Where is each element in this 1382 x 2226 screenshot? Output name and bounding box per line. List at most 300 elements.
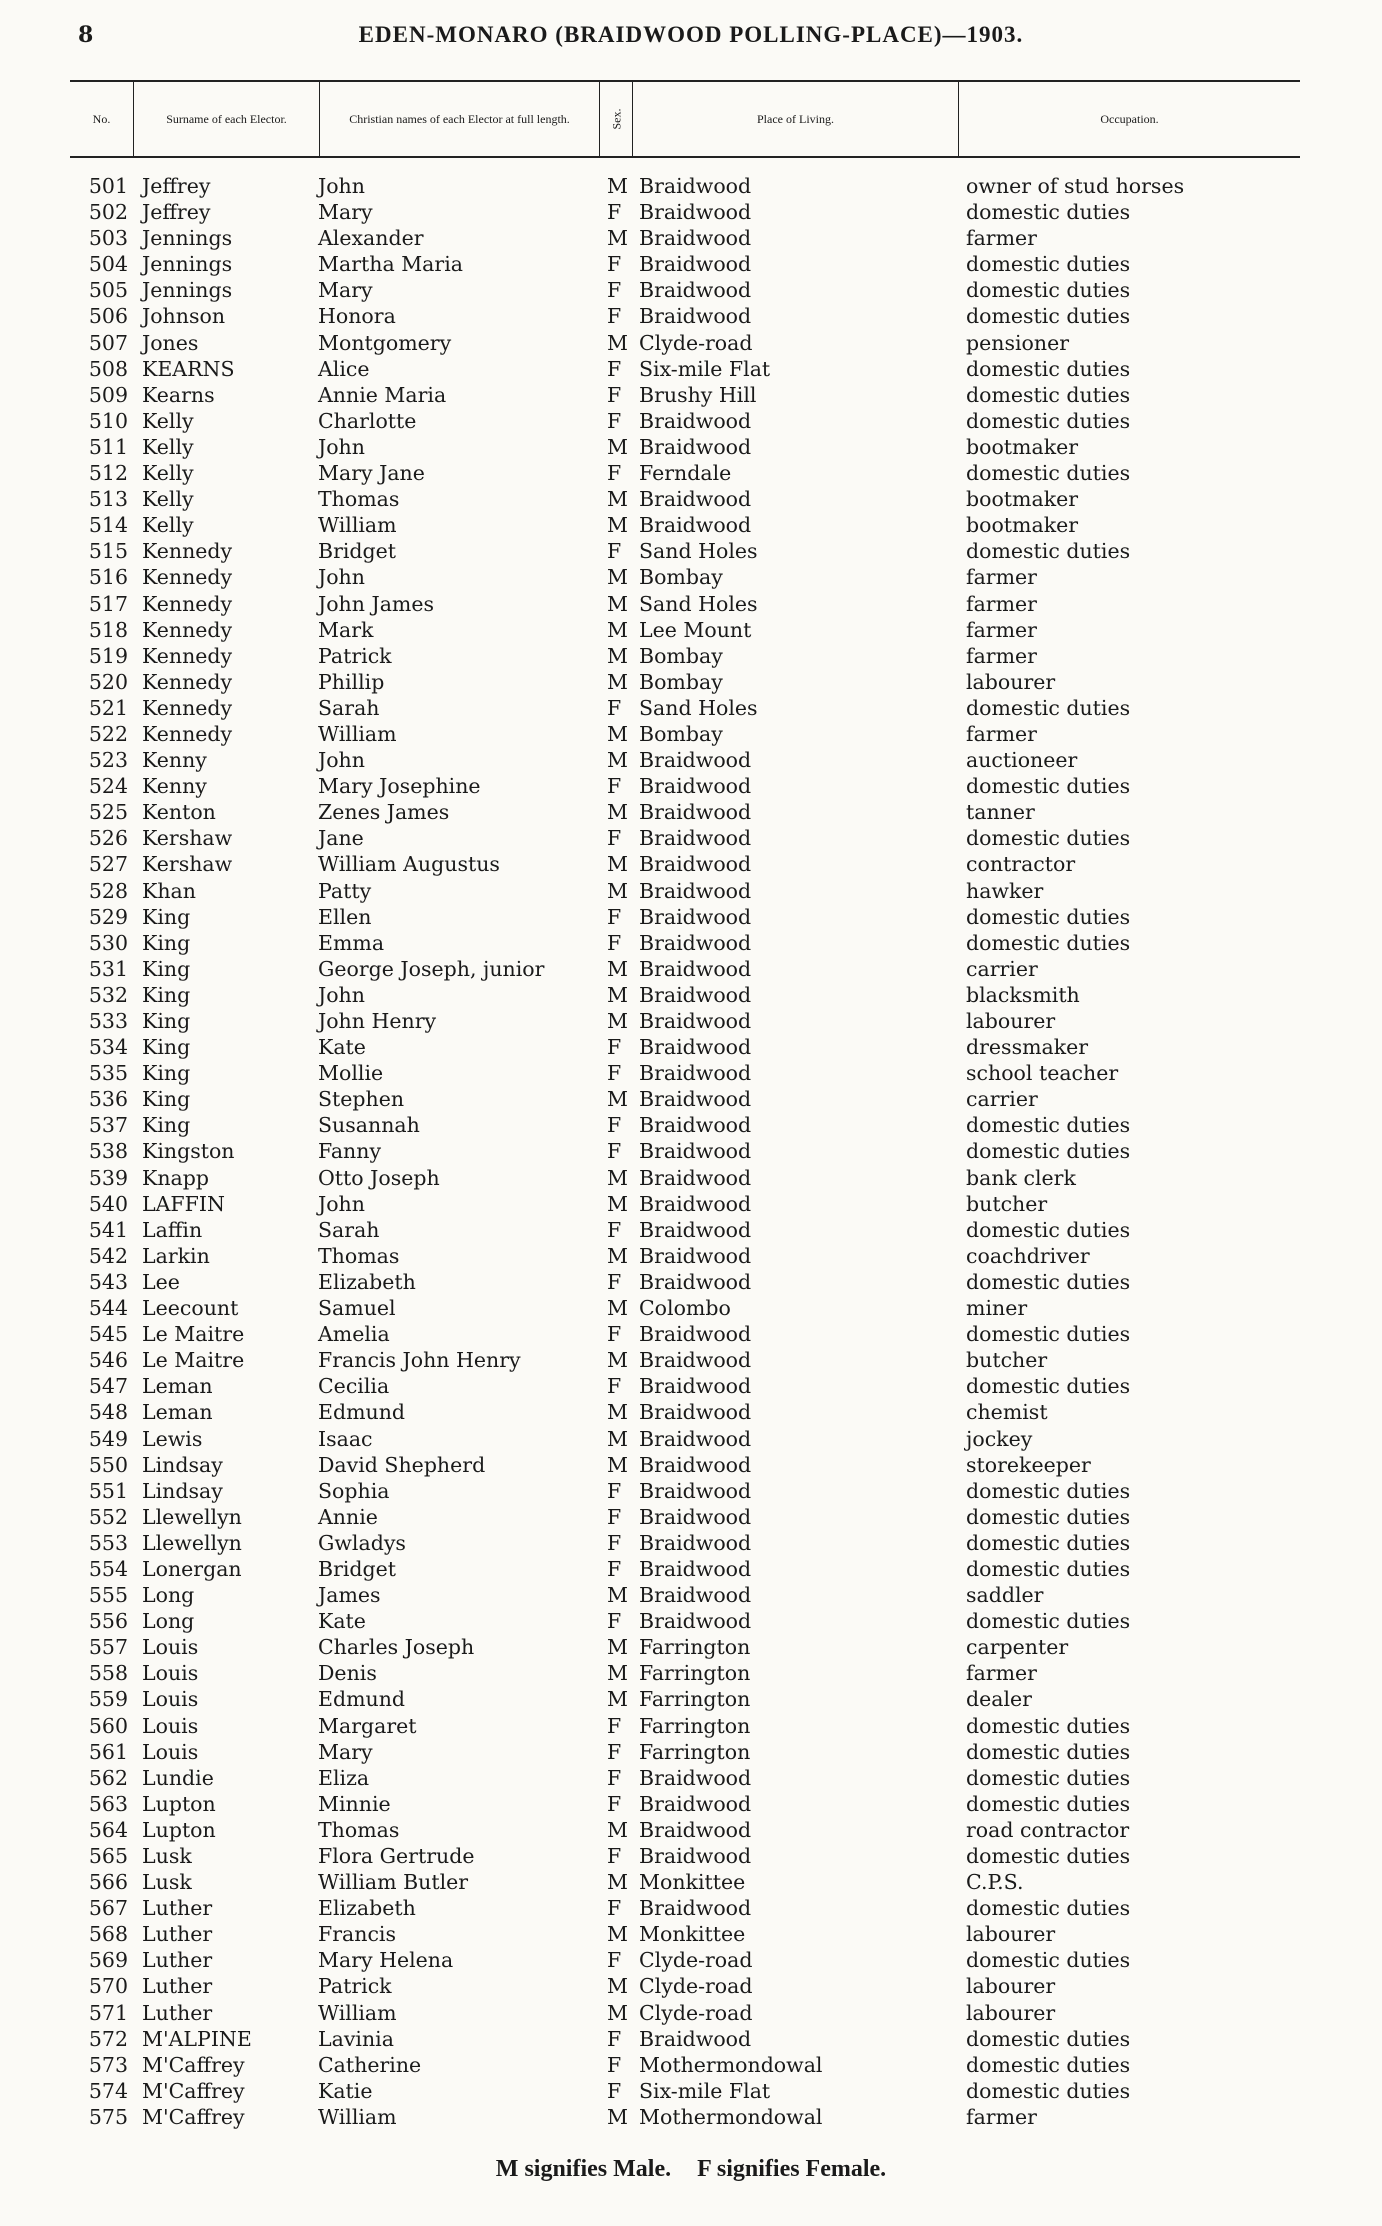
elector-number: 531 [88,956,128,981]
elector-sex: M [607,1426,628,1451]
elector-surname: King [142,1035,191,1060]
elector-sex: M [607,1452,628,1477]
elector-place: Braidwood [639,1269,752,1294]
elector-surname: Lee [142,1269,180,1294]
elector-place: Farrington [639,1661,751,1686]
elector-christian-names: Fanny [318,1139,382,1164]
elector-christian-names: William [318,721,397,746]
elector-surname: Lewis [142,1426,203,1451]
elector-place: Braidwood [639,2026,752,2051]
elector-number: 543 [88,1269,128,1294]
elector-place: Braidwood [639,1061,752,1086]
elector-occupation: pensioner [966,330,1070,355]
elector-place: Braidwood [639,1452,752,1477]
table-row [0,1765,1382,1791]
elector-surname: Le Maitre [142,1348,245,1373]
table-row [0,617,1382,643]
elector-christian-names: William [318,513,397,538]
elector-surname: Kershaw [142,826,233,851]
elector-christian-names: Katie [318,2078,373,2103]
elector-sex: F [607,1844,622,1868]
elector-number: 555 [88,1583,128,1608]
elector-sex: M [607,748,628,773]
elector-place: Sand Holes [639,591,758,616]
elector-place: Braidwood [639,226,752,251]
elector-sex: F [607,1374,622,1399]
elector-number: 520 [88,669,128,694]
elector-sex: F [607,1609,622,1634]
elector-christian-names: Martha Maria [318,252,463,277]
elector-number: 547 [88,1374,128,1399]
elector-sex: M [607,852,628,877]
elector-sex: M [607,1870,628,1895]
elector-occupation: bootmaker [966,434,1079,459]
elector-christian-names: Alice [318,356,370,381]
table-row [0,1608,1382,1634]
elector-place: Sand Holes [639,695,758,720]
elector-surname: Knapp [142,1165,209,1190]
elector-sex: M [607,1635,628,1660]
table-row [0,1504,1382,1530]
elector-surname: M'Caffrey [142,2104,245,2129]
elector-number: 540 [88,1191,128,1216]
elector-christian-names: Edmund [318,1687,406,1712]
elector-surname: Lonergan [142,1556,242,1581]
elector-occupation: butcher [966,1348,1048,1373]
table-row [0,1530,1382,1556]
elector-number: 541 [88,1217,128,1242]
footer-female-note: F signifies Female. [697,2156,887,2182]
elector-sex: F [607,774,622,799]
elector-occupation: domestic duties [966,1844,1131,1868]
elector-number: 522 [88,721,128,746]
elector-occupation: farmer [966,721,1037,746]
elector-sex: F [607,1139,622,1164]
elector-occupation: tanner [966,800,1035,825]
elector-sex: F [607,2078,622,2103]
elector-sex: M [607,226,628,251]
elector-occupation: domestic duties [966,304,1131,329]
elector-christian-names: Patrick [318,1974,392,1999]
elector-place: Braidwood [639,1817,752,1842]
elector-christian-names: Bridget [318,1556,397,1581]
elector-surname: Lusk [142,1844,192,1868]
elector-number: 533 [88,1009,128,1033]
elector-sex: M [607,1191,628,1216]
elector-surname: Kennedy [142,643,233,668]
elector-occupation: domestic duties [966,1765,1131,1790]
elector-surname: Leecount [142,1296,239,1321]
elector-sex: F [607,1504,622,1529]
elector-occupation: bootmaker [966,487,1079,512]
elector-occupation: domestic duties [966,1322,1131,1347]
elector-christian-names: Mary Josephine [318,774,481,799]
elector-occupation: domestic duties [966,1791,1131,1816]
elector-number: 575 [88,2104,128,2129]
elector-place: Farrington [639,1739,751,1764]
elector-sex: M [607,1243,628,1268]
elector-place: Monkittee [639,1870,746,1895]
elector-occupation: owner of stud horses [966,174,1185,198]
elector-christian-names: Patrick [318,643,392,668]
elector-surname: Lundie [142,1765,214,1790]
elector-number: 557 [88,1635,128,1660]
elector-occupation: saddler [966,1583,1044,1608]
elector-christian-names: William Augustus [318,852,500,877]
elector-surname: M'Caffrey [142,2078,245,2103]
elector-place: Clyde-road [639,330,753,355]
elector-sex: F [607,278,622,303]
elector-sex: M [607,330,628,355]
elector-sex: M [607,1348,628,1373]
table-row [0,1634,1382,1660]
elector-occupation: domestic duties [966,278,1131,303]
elector-surname: Louis [142,1687,199,1712]
elector-occupation: domestic duties [966,1609,1131,1634]
elector-sex: F [607,1713,622,1738]
elector-surname: Johnson [142,304,226,329]
table-row [0,564,1382,590]
elector-occupation: labourer [966,2000,1056,2025]
elector-surname: Kershaw [142,852,233,877]
elector-number: 546 [88,1348,128,1373]
elector-sex: M [607,1687,628,1712]
table-row [0,1895,1382,1921]
elector-number: 524 [88,774,128,799]
elector-number: 570 [88,1974,128,1999]
elector-sex: F [607,1113,622,1138]
elector-sex: F [607,408,622,433]
elector-christian-names: Charles Joseph [318,1635,475,1660]
elector-surname: Laffin [142,1217,203,1242]
elector-place: Braidwood [639,174,752,198]
elector-christian-names: Sarah [318,1217,380,1242]
elector-place: Colombo [639,1296,731,1321]
elector-place: Braidwood [639,852,752,877]
elector-number: 559 [88,1687,128,1712]
elector-occupation: butcher [966,1191,1048,1216]
table-row [0,251,1382,277]
elector-sex: M [607,1165,628,1190]
elector-place: Braidwood [639,1896,752,1921]
elector-place: Braidwood [639,1035,752,1060]
table-row [0,2104,1382,2130]
elector-sex: M [607,1296,628,1321]
elector-christian-names: Isaac [318,1426,373,1451]
elector-sex: F [607,461,622,486]
elector-sex: M [607,878,628,903]
elector-christian-names: William [318,2104,397,2129]
elector-sex: M [607,1661,628,1686]
table-row [0,1791,1382,1817]
elector-sex: F [607,1530,622,1555]
elector-number: 523 [88,748,128,773]
elector-number: 542 [88,1243,128,1268]
elector-christian-names: Zenes James [318,800,450,825]
elector-sex: M [607,617,628,642]
table-row [0,1843,1382,1869]
elector-christian-names: Mary Helena [318,1948,454,1973]
elector-occupation: domestic duties [966,200,1131,225]
elector-sex: F [607,200,622,225]
elector-surname: Leman [142,1374,213,1399]
elector-christian-names: John James [318,591,435,616]
elector-number: 544 [88,1296,128,1321]
elector-place: Braidwood [639,513,752,538]
elector-christian-names: Francis John Henry [318,1348,521,1373]
elector-number: 519 [88,643,128,668]
table-row [0,1060,1382,1086]
elector-number: 537 [88,1113,128,1138]
elector-occupation: auctioneer [966,748,1078,773]
table-row [0,538,1382,564]
table-row [0,1452,1382,1478]
elector-christian-names: Annie Maria [318,382,447,407]
elector-surname: Jennings [142,278,233,303]
elector-occupation: carrier [966,956,1038,981]
elector-occupation: domestic duties [966,1269,1131,1294]
elector-christian-names: Kate [318,1035,366,1060]
elector-christian-names: Lavinia [318,2026,394,2051]
elector-surname: Long [142,1583,195,1608]
elector-occupation: domestic duties [966,1556,1131,1581]
elector-christian-names: Phillip [318,669,385,694]
elector-surname: M'ALPINE [142,2026,252,2051]
table-row [0,591,1382,617]
elector-sex: F [607,356,622,381]
elector-number: 554 [88,1556,128,1581]
elector-number: 553 [88,1530,128,1555]
elector-number: 518 [88,617,128,642]
elector-occupation: domestic duties [966,1139,1131,1164]
elector-sex: M [607,1974,628,1999]
elector-surname: Kenny [142,748,207,773]
elector-christian-names: Mollie [318,1061,384,1086]
elector-number: 549 [88,1426,128,1451]
elector-surname: King [142,904,191,929]
elector-sex: M [607,174,628,198]
elector-number: 530 [88,930,128,955]
elector-sex: M [607,2000,628,2025]
table-row [0,1347,1382,1373]
elector-sex: F [607,1035,622,1060]
elector-occupation: labourer [966,1009,1056,1033]
elector-surname: Kenny [142,774,207,799]
elector-occupation: farmer [966,226,1037,251]
elector-christian-names: John [318,1191,365,1216]
elector-number: 504 [88,252,128,277]
elector-place: Braidwood [639,1191,752,1216]
table-row [0,695,1382,721]
table-row [0,173,1382,199]
elector-christian-names: Thomas [318,1817,400,1842]
elector-occupation: domestic duties [966,382,1131,407]
elector-surname: King [142,956,191,981]
elector-christian-names: Charlotte [318,408,417,433]
elector-surname: Kennedy [142,721,233,746]
elector-surname: Kelly [142,434,194,459]
elector-christian-names: David Shepherd [318,1452,486,1477]
elector-sex: M [607,669,628,694]
elector-christian-names: Patty [318,878,372,903]
elector-number: 508 [88,356,128,381]
table-row [0,460,1382,486]
table-row [0,1138,1382,1164]
table-header [70,80,1300,158]
elector-place: Braidwood [639,200,752,225]
elector-sex: F [607,2026,622,2051]
elector-occupation: bootmaker [966,513,1079,538]
elector-surname: Le Maitre [142,1322,245,1347]
elector-place: Sand Holes [639,539,758,564]
elector-number: 551 [88,1478,128,1503]
elector-occupation: domestic duties [966,461,1131,486]
elector-sex: F [607,1739,622,1764]
elector-place: Six-mile Flat [639,356,771,381]
elector-christian-names: Mary [318,278,373,303]
elector-place: Braidwood [639,800,752,825]
elector-occupation: domestic duties [966,1504,1131,1529]
elector-occupation: farmer [966,2104,1037,2129]
elector-surname: Luther [142,1896,213,1921]
elector-surname: Lindsay [142,1478,223,1503]
elector-christian-names: Amelia [318,1322,390,1347]
elector-number: 561 [88,1739,128,1764]
elector-number: 502 [88,200,128,225]
elector-number: 525 [88,800,128,825]
elector-christian-names: William [318,2000,397,2025]
elector-christian-names: Kate [318,1609,366,1634]
elector-sex: F [607,1948,622,1973]
electors-list [0,173,1382,2130]
elector-christian-names: John [318,565,365,590]
elector-number: 513 [88,487,128,512]
elector-christian-names: John [318,748,365,773]
table-row [0,1008,1382,1034]
elector-surname: Luther [142,2000,213,2025]
table-row [0,643,1382,669]
elector-number: 539 [88,1165,128,1190]
header-no: No. [70,82,134,156]
elector-occupation: domestic duties [966,826,1131,851]
elector-surname: Long [142,1609,195,1634]
elector-christian-names: John [318,174,365,198]
table-row [0,1686,1382,1712]
elector-number: 573 [88,2052,128,2077]
elector-surname: Luther [142,1974,213,1999]
table-row [0,1478,1382,1504]
elector-christian-names: John Henry [318,1009,437,1033]
elector-christian-names: Mary Jane [318,461,425,486]
elector-number: 567 [88,1896,128,1921]
elector-place: Bombay [639,721,723,746]
table-row [0,2000,1382,2026]
elector-occupation: coachdriver [966,1243,1090,1268]
elector-sex: F [607,1322,622,1347]
elector-surname: Jennings [142,226,233,251]
elector-occupation: domestic duties [966,2026,1131,2051]
elector-place: Braidwood [639,1243,752,1268]
elector-number: 528 [88,878,128,903]
elector-sex: F [607,1556,622,1581]
elector-place: Brushy Hill [639,382,757,407]
elector-place: Braidwood [639,1530,752,1555]
table-row [0,1269,1382,1295]
elector-occupation: farmer [966,591,1037,616]
elector-sex: M [607,1817,628,1842]
elector-occupation: jockey [966,1426,1033,1451]
elector-surname: Louis [142,1713,199,1738]
table-row [0,1034,1382,1060]
elector-sex: F [607,539,622,564]
elector-surname: Jeffrey [142,174,211,198]
table-row [0,1243,1382,1269]
elector-number: 536 [88,1087,128,1112]
table-row [0,1217,1382,1243]
elector-sex: M [607,487,628,512]
elector-surname: Lupton [142,1817,216,1842]
elector-number: 572 [88,2026,128,2051]
elector-place: Braidwood [639,1478,752,1503]
elector-place: Bombay [639,565,723,590]
elector-sex: F [607,826,622,851]
elector-occupation: domestic duties [966,1113,1131,1138]
footer-note [0,2156,1382,2183]
elector-number: 526 [88,826,128,851]
elector-surname: Louis [142,1635,199,1660]
elector-occupation: storekeeper [966,1452,1091,1477]
elector-surname: Llewellyn [142,1504,242,1529]
table-row [0,1660,1382,1686]
table-row [0,825,1382,851]
elector-surname: Kelly [142,487,194,512]
elector-place: Braidwood [639,904,752,929]
page-title: EDEN-MONARO (BRAIDWOOD POLLING-PLACE)—1903. [358,22,1024,47]
elector-christian-names: Jane [318,826,364,851]
elector-place: Braidwood [639,1556,752,1581]
elector-occupation: carrier [966,1087,1038,1112]
elector-sex: M [607,1583,628,1608]
elector-sex: M [607,434,628,459]
elector-sex: M [607,513,628,538]
elector-place: Braidwood [639,1426,752,1451]
elector-place: Braidwood [639,1400,752,1425]
elector-christian-names: Samuel [318,1296,396,1321]
elector-occupation: school teacher [966,1061,1119,1086]
elector-place: Braidwood [639,1217,752,1242]
elector-christian-names: Eliza [318,1765,370,1790]
elector-sex: F [607,1269,622,1294]
elector-surname: Kennedy [142,617,233,642]
elector-occupation: domestic duties [966,1948,1131,1973]
table-row [0,799,1382,825]
elector-place: Braidwood [639,1113,752,1138]
table-row [0,2052,1382,2078]
elector-place: Braidwood [639,1765,752,1790]
elector-occupation: domestic duties [966,2078,1131,2103]
elector-place: Braidwood [639,1844,752,1868]
elector-sex: F [607,695,622,720]
elector-surname: Llewellyn [142,1530,242,1555]
table-row [0,1921,1382,1947]
elector-place: Braidwood [639,774,752,799]
table-row [0,1426,1382,1452]
elector-christian-names: Elizabeth [318,1896,416,1921]
elector-occupation: domestic duties [966,1713,1131,1738]
elector-occupation: domestic duties [966,539,1131,564]
elector-number: 503 [88,226,128,251]
elector-surname: King [142,1087,191,1112]
